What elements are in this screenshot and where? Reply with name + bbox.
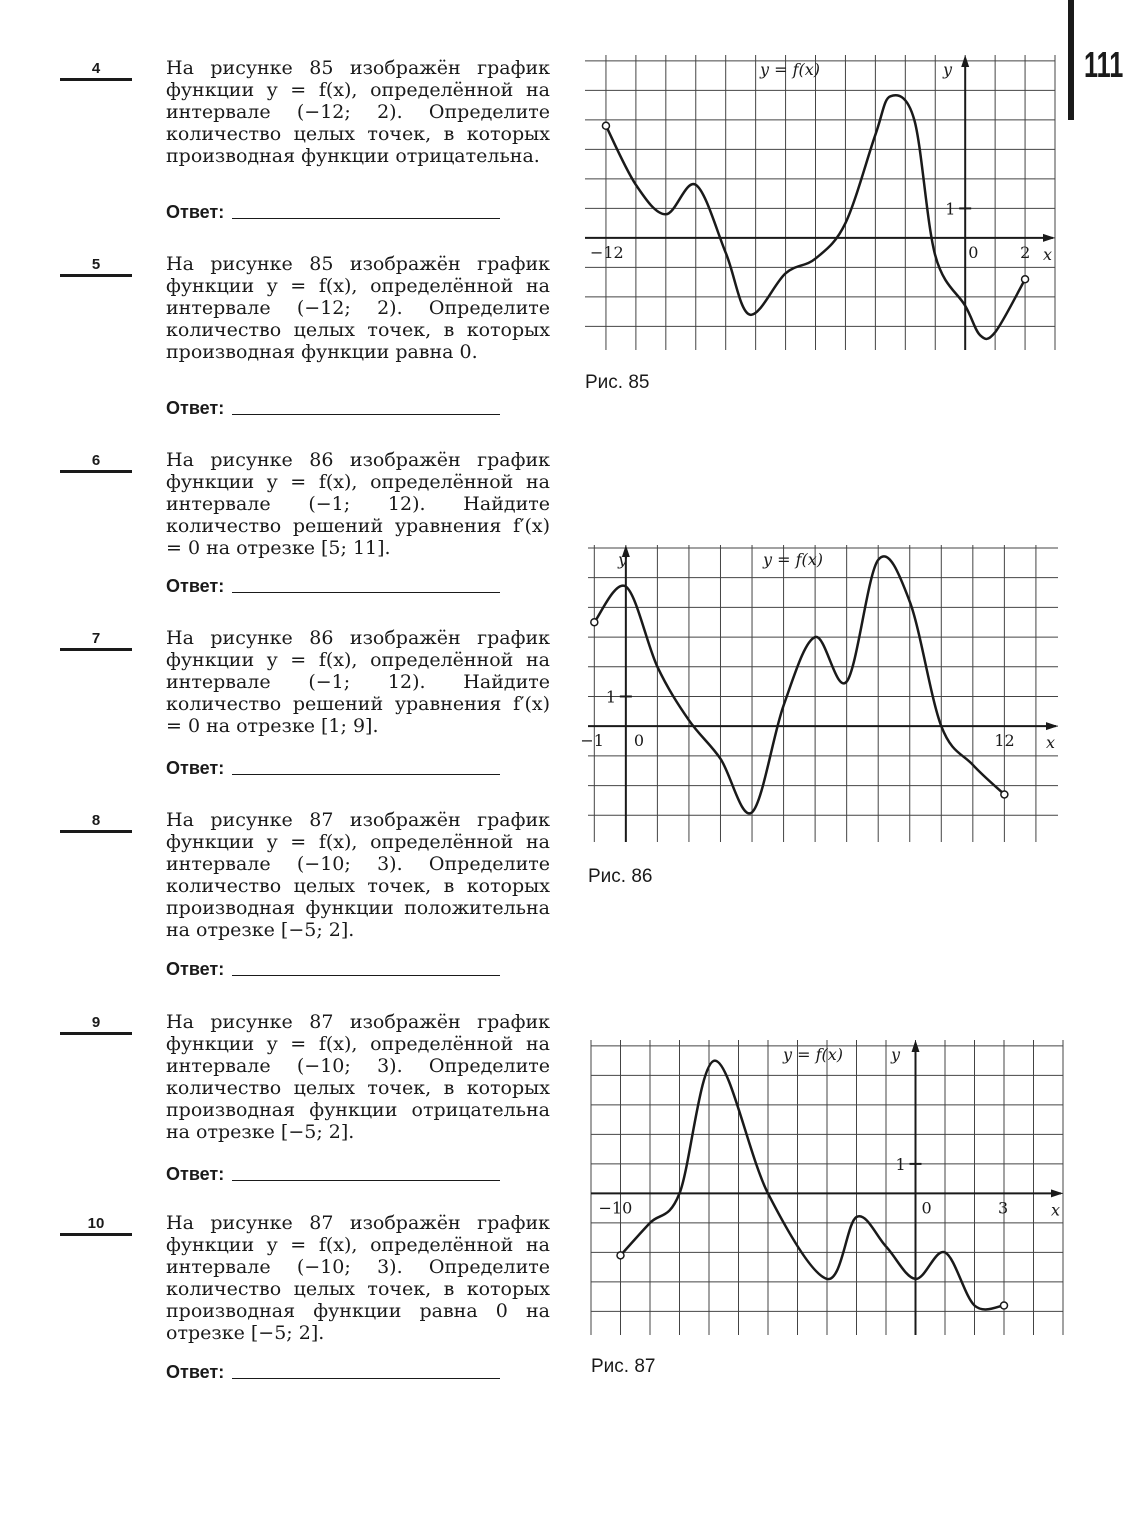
task-text: На рисунке 86 изображён график функции y = f(x), определённой на интервале (−1; 12). Найдите количество решений уравнения f′(x) = 0 на отрезке [5; 11]. — [166, 449, 550, 559]
y-tick-label: 1 — [605, 687, 617, 707]
task-number: 10 — [60, 1215, 132, 1236]
figure-87-caption: Рис. 87 — [591, 1356, 656, 1377]
x-tick-label: −1 — [580, 731, 604, 751]
x-axis-label: x — [1043, 244, 1053, 264]
x-tick-label: −10 — [598, 1198, 633, 1218]
task-text: На рисунке 85 изображён график функции y = f(x), определённой на интервале (−12; 2). Определите количество целых точек, в которых производная функции отрицательна. — [166, 57, 550, 167]
task-number: 8 — [60, 812, 132, 833]
x-axis-label: x — [1051, 1200, 1061, 1220]
figure-85-caption: Рис. 85 — [585, 372, 650, 393]
figure-87-chart — [591, 1040, 1063, 1335]
figure-85-chart — [585, 55, 1055, 350]
y-axis-label: y — [943, 60, 953, 79]
chart-title: y = f(x) — [763, 550, 824, 569]
answer-field[interactable] — [166, 1164, 500, 1185]
task-text: На рисунке 87 изображён график функции y = f(x), определённой на интервале (−10; 3). Определите количество целых точек, в которых производная функции отрицательна на отрезке [−5; 2]. — [166, 1011, 550, 1143]
function-curve — [594, 556, 1004, 813]
task-text: На рисунке 86 изображён график функции y = f(x), определённой на интервале (−1; 12). Найдите количество решений уравнения f′(x) = 0 на отрезке [1; 9]. — [166, 627, 550, 737]
answer-label: Ответ: — [166, 758, 225, 778]
answer-line[interactable] — [232, 974, 500, 976]
grid — [591, 1040, 1063, 1335]
answer-label: Ответ: — [166, 398, 225, 418]
task-number: 4 — [60, 60, 132, 81]
x-tick-label: 0 — [921, 1198, 932, 1218]
answer-field[interactable] — [166, 398, 500, 419]
open-endpoint — [1001, 791, 1008, 798]
chart-title: y = f(x) — [760, 60, 821, 79]
answer-line[interactable] — [232, 413, 500, 415]
answer-field[interactable] — [166, 576, 500, 597]
y-tick-label: 1 — [945, 199, 956, 219]
figure-86-caption: Рис. 86 — [588, 866, 653, 887]
x-tick-label: −12 — [589, 242, 624, 262]
x-axis-arrow — [1043, 234, 1055, 242]
answer-label: Ответ: — [166, 576, 225, 596]
x-tick-label: 0 — [633, 731, 645, 751]
answer-line[interactable] — [232, 1377, 500, 1379]
open-endpoint — [591, 619, 598, 626]
task-number: 9 — [60, 1014, 132, 1035]
answer-field[interactable] — [166, 1362, 500, 1383]
answer-field[interactable] — [166, 202, 500, 223]
answer-label: Ответ: — [166, 959, 225, 979]
answer-line[interactable] — [232, 591, 500, 593]
x-axis-arrow — [1046, 722, 1058, 730]
chart-title: y = f(x) — [783, 1045, 844, 1064]
answer-field[interactable] — [166, 959, 500, 980]
function-curve — [621, 1061, 1005, 1310]
x-tick-label: 2 — [1020, 242, 1031, 262]
task-number: 6 — [60, 452, 132, 473]
page-edge-bar — [1068, 0, 1074, 120]
y-axis-label: y — [891, 1045, 901, 1064]
task-text: На рисунке 87 изображён график функции y = f(x), определённой на интервале (−10; 3). Определите количество целых точек, в которых производная функции равна 0 на отрезке [−5; 2]. — [166, 1212, 550, 1344]
answer-line[interactable] — [232, 1179, 500, 1181]
answer-label: Ответ: — [166, 202, 225, 222]
x-tick-label: 0 — [968, 242, 979, 262]
open-endpoint — [617, 1252, 624, 1259]
y-tick-label: 1 — [895, 1154, 906, 1174]
answer-label: Ответ: — [166, 1164, 225, 1184]
answer-label: Ответ: — [166, 1362, 225, 1382]
figure-86-chart — [580, 545, 1058, 842]
x-tick-label: 3 — [998, 1198, 1009, 1218]
grid — [588, 545, 1058, 842]
open-endpoint — [1022, 276, 1029, 283]
x-axis-arrow — [1051, 1189, 1063, 1197]
task-text: На рисунке 85 изображён график функции y = f(x), определённой на интервале (−12; 2). Определите количество целых точек, в которых производная функции равна 0. — [166, 253, 550, 363]
x-axis-label: x — [1046, 733, 1056, 753]
open-endpoint — [1001, 1302, 1008, 1309]
task-text: На рисунке 87 изображён график функции y = f(x), определённой на интервале (−10; 3). Определите количество целых точек, в которых производная функции положительна на отрезке [−5; 2]. — [166, 809, 550, 941]
answer-line[interactable] — [232, 217, 500, 219]
task-number: 5 — [60, 256, 132, 277]
x-tick-label: 12 — [994, 731, 1015, 751]
grid — [585, 55, 1055, 350]
task-number: 7 — [60, 630, 132, 651]
answer-line[interactable] — [232, 773, 500, 775]
page-number: 111 — [1084, 44, 1124, 85]
y-axis-label: y — [618, 550, 628, 569]
answer-field[interactable] — [166, 758, 500, 779]
open-endpoint — [602, 122, 609, 129]
